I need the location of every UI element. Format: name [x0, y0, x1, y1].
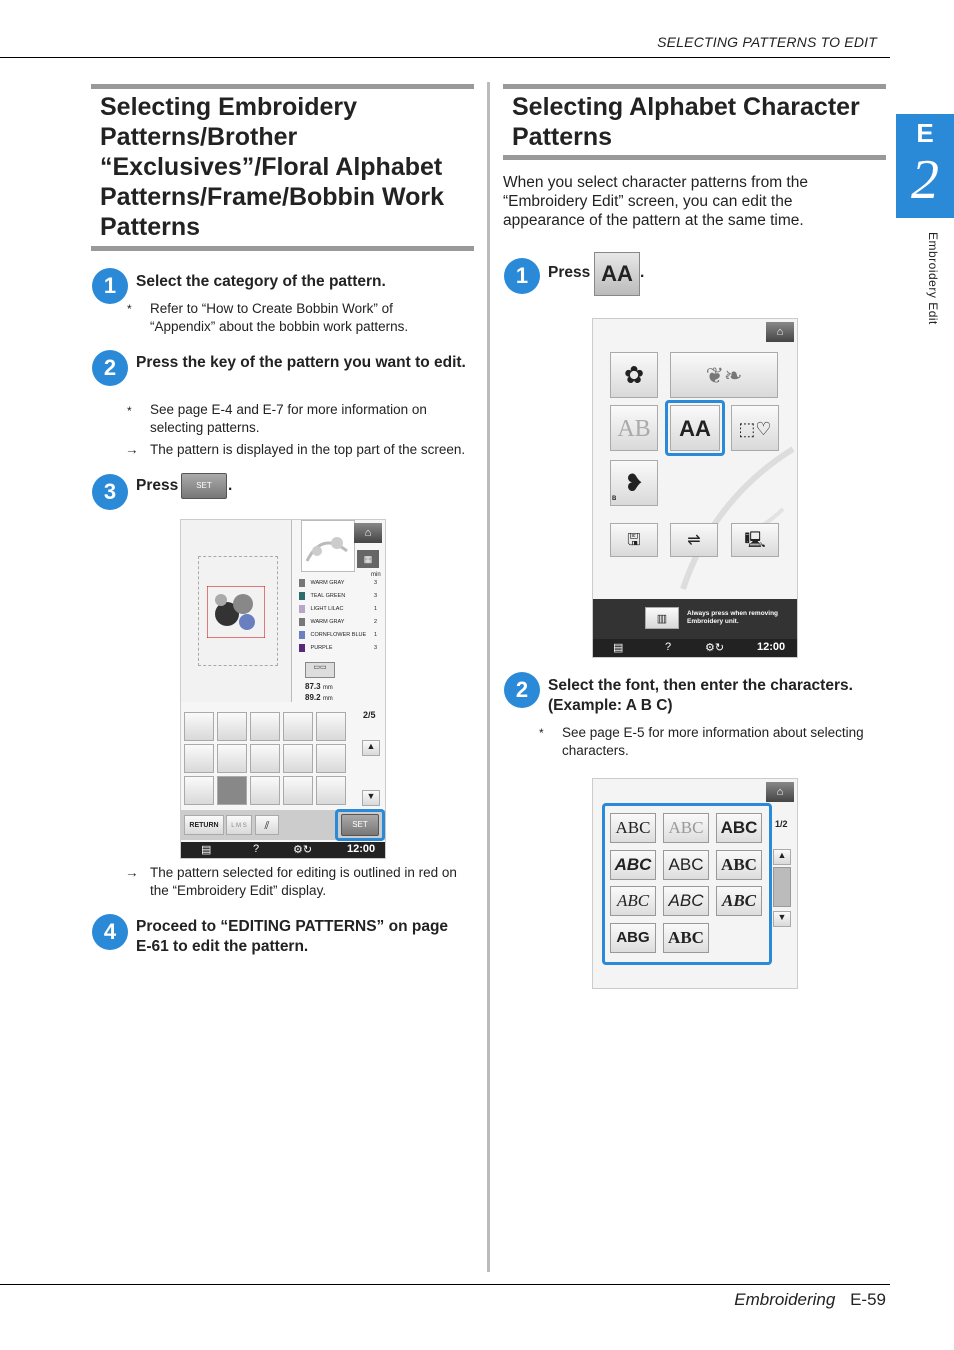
- font-key[interactable]: ABC: [610, 813, 656, 843]
- home-button[interactable]: ⌂: [354, 523, 382, 543]
- pattern-key[interactable]: [283, 712, 313, 741]
- pattern-key[interactable]: [184, 744, 214, 773]
- bobbin-mark: B: [612, 496, 617, 502]
- font-key[interactable]: ABC: [663, 923, 709, 953]
- pattern-key[interactable]: [316, 712, 346, 741]
- size-readout: [305, 682, 333, 704]
- note-mark: *: [127, 302, 132, 316]
- step-3-badge: 3: [92, 474, 128, 510]
- computer-button[interactable]: 🖳: [731, 523, 779, 557]
- pattern-key[interactable]: [250, 712, 280, 741]
- font-key[interactable]: ABC: [610, 850, 656, 880]
- step-4-badge: 4: [92, 914, 128, 950]
- clock: 12:00: [347, 843, 376, 855]
- pattern-key[interactable]: [184, 776, 214, 805]
- step-1-badge: 1: [92, 268, 128, 304]
- step-1-note: Refer to “How to Create Bobbin Work” of “Appendix” about the bobbin work patterns.: [150, 301, 409, 334]
- document-icon[interactable]: ▤: [201, 844, 212, 856]
- title-bar-top: [503, 84, 886, 89]
- thread-row: [299, 629, 383, 642]
- clock: 12:00: [757, 641, 786, 653]
- aa-key-icon: AA: [594, 252, 640, 296]
- size-unit: mm: [322, 696, 333, 702]
- header-rule: [0, 57, 890, 58]
- embroidery-edit-screen: [180, 519, 386, 859]
- thread-row: [299, 577, 383, 590]
- pattern-key-selected[interactable]: [217, 776, 247, 805]
- thread-time: 3: [373, 593, 377, 599]
- result-arrow: →: [125, 442, 139, 457]
- thread-name: WARM GRAY: [310, 580, 345, 586]
- return-button[interactable]: RETURN: [184, 815, 224, 835]
- floral-alphabet-button[interactable]: AB: [610, 405, 658, 451]
- pattern-key[interactable]: [250, 744, 280, 773]
- pattern-key[interactable]: [283, 776, 313, 805]
- pattern-key[interactable]: [217, 712, 247, 741]
- size-width: 87.3: [305, 682, 321, 691]
- help-button[interactable]: ?: [253, 843, 260, 855]
- step-2-note: See page E-5 for more information about selecting characters.: [562, 725, 864, 758]
- size-height: 89.2: [305, 693, 321, 702]
- pattern-grid: [184, 712, 344, 808]
- font-key[interactable]: ABC: [716, 813, 762, 843]
- step-2-badge: 2: [92, 350, 128, 386]
- footer: [734, 1290, 886, 1310]
- step-1-text: Select the category of the pattern.: [136, 273, 386, 290]
- help-button[interactable]: ?: [665, 641, 672, 653]
- step-2-text: Select the font, then enter the characters. (Example: A B C): [548, 677, 853, 714]
- status-bar: [181, 842, 385, 858]
- step-3-result: The pattern selected for editing is outlined in red on the “Embroidery Edit” display.: [150, 865, 457, 898]
- pattern-preview: [207, 586, 265, 638]
- thread-name: WARM GRAY: [310, 619, 345, 625]
- pattern-key[interactable]: [316, 744, 346, 773]
- column-divider: [487, 82, 490, 1272]
- thread-time: 2: [373, 619, 377, 625]
- thread-row: [299, 603, 383, 616]
- chapter-letter: E: [916, 118, 934, 148]
- font-key[interactable]: ABG: [610, 923, 656, 953]
- thread-time: 1: [373, 606, 377, 612]
- title-bar-top: [91, 84, 474, 89]
- size-unit: mm: [322, 685, 333, 691]
- font-key[interactable]: ABC: [716, 850, 762, 880]
- left-section-title: Selecting Embroidery Patterns/Brother “Exclusives”/Floral Alphabet Patterns/Frame/Bobbin Work Patterns: [100, 93, 445, 241]
- bobbin-work-button[interactable]: ❥: [610, 460, 658, 506]
- step-2-note: See page E-4 and E-7 for more information on selecting patterns.: [150, 402, 427, 435]
- font-key[interactable]: ABC: [663, 850, 709, 880]
- thread-name: TEAL GREEN: [310, 593, 346, 599]
- machine-memory-button[interactable]: 🖫: [610, 523, 658, 557]
- scroll-down-button[interactable]: ▼: [773, 911, 791, 927]
- settings-icon[interactable]: ⚙↻: [705, 642, 725, 654]
- thread-color-swatch: [299, 579, 305, 587]
- unit-message: Always press when removing Embroidery unit.: [687, 610, 779, 625]
- thread-row: [299, 642, 383, 655]
- chapter-number: 2: [911, 149, 939, 211]
- step-3-press: Press: [136, 477, 179, 494]
- right-section-title: Selecting Alphabet Character Patterns: [512, 93, 860, 151]
- lms-button[interactable]: L M S: [226, 815, 252, 835]
- step-2-text: Press the key of the pattern you want to edit.: [136, 354, 466, 371]
- pattern-key[interactable]: [283, 744, 313, 773]
- pattern-key[interactable]: [217, 744, 247, 773]
- thread-name: LIGHT LILAC: [310, 606, 344, 612]
- set-button[interactable]: SET: [341, 814, 379, 836]
- pattern-key[interactable]: [250, 776, 280, 805]
- section-label: Embroidery Edit: [926, 232, 940, 325]
- brother-exclusives-button[interactable]: ❦❧: [670, 352, 778, 398]
- thread-time: 3: [373, 580, 377, 586]
- page-indicator: 2/5: [363, 710, 376, 720]
- mirror-button[interactable]: ⫽: [255, 815, 279, 835]
- pattern-thumbnail: [301, 520, 355, 572]
- message-bar: [593, 599, 797, 639]
- thread-row: [299, 590, 383, 603]
- thread-color-swatch: [299, 631, 305, 639]
- bottom-toolbar: [181, 810, 385, 840]
- font-key[interactable]: ABC: [663, 886, 709, 916]
- running-head: SELECTING PATTERNS TO EDIT: [657, 34, 877, 50]
- home-button[interactable]: ⌂: [766, 782, 794, 802]
- footer-rule: [0, 1284, 890, 1285]
- hoop-icon: ▭▭: [305, 662, 335, 678]
- thread-time: 3: [373, 645, 377, 651]
- title-bar-bottom: [91, 246, 474, 251]
- footer-section: Embroidering: [734, 1290, 836, 1309]
- thread-color-swatch: [299, 592, 305, 600]
- step-4-text: Proceed to “EDITING PATTERNS” on page E-61 to edit the pattern.: [136, 918, 449, 955]
- embroidery-category-screen: [592, 318, 798, 658]
- step-2-badge: 2: [504, 672, 540, 708]
- font-selection-screen: [592, 778, 798, 989]
- embroidery-pattern-button[interactable]: ✿: [610, 352, 658, 398]
- result-arrow: →: [125, 865, 139, 880]
- intro-text: When you select character patterns from the “Embroidery Edit” screen, you can edit the appearance of the pattern at the same time.: [503, 174, 808, 229]
- set-key-icon: SET: [181, 473, 227, 499]
- thread-name: PURPLE: [310, 645, 333, 651]
- usb-button[interactable]: ⇌: [670, 523, 718, 557]
- pattern-key[interactable]: [316, 776, 346, 805]
- step-2-result: The pattern is displayed in the top part of the screen.: [150, 442, 466, 457]
- thread-color-swatch: [299, 618, 305, 626]
- page-number: E-59: [850, 1290, 886, 1309]
- thread-name: CORNFLOWER BLUE: [310, 632, 367, 638]
- status-bar: [593, 639, 797, 657]
- preview-area: [181, 520, 292, 702]
- page-indicator: 1/2: [775, 819, 788, 829]
- note-mark: *: [127, 404, 132, 418]
- step-1-press: Press: [548, 264, 591, 281]
- scroll-up-button[interactable]: ▲: [362, 740, 380, 756]
- document-icon[interactable]: ▤: [613, 642, 624, 654]
- thread-row: [299, 616, 383, 629]
- scrollbar-thumb[interactable]: [773, 867, 791, 907]
- scroll-up-button[interactable]: ▲: [773, 849, 791, 865]
- home-button[interactable]: ⌂: [766, 322, 794, 342]
- thread-toggle-button[interactable]: ▦: [357, 550, 379, 568]
- min-label: min: [371, 572, 381, 578]
- step-1-badge: 1: [504, 258, 540, 294]
- note-mark: *: [539, 726, 544, 740]
- step-1-dot: .: [640, 264, 645, 281]
- thread-time: 1: [373, 632, 377, 638]
- scroll-down-button[interactable]: ▼: [362, 790, 380, 806]
- thread-color-swatch: [299, 644, 305, 652]
- step-3-dot: .: [228, 477, 233, 494]
- font-key[interactable]: ABC: [610, 886, 656, 916]
- thread-list: [299, 577, 383, 655]
- font-key[interactable]: ABC: [663, 813, 709, 843]
- thread-color-swatch: [299, 605, 305, 613]
- embroidery-unit-button[interactable]: ▥: [645, 607, 679, 629]
- frame-pattern-button[interactable]: ⬚♡: [731, 405, 779, 451]
- settings-icon[interactable]: ⚙↻: [293, 844, 313, 856]
- font-key[interactable]: ABC: [716, 886, 762, 916]
- alphabet-character-button[interactable]: AA: [670, 405, 720, 451]
- title-bar-bottom: [503, 155, 886, 160]
- pattern-key[interactable]: [184, 712, 214, 741]
- chapter-tab: [896, 114, 954, 218]
